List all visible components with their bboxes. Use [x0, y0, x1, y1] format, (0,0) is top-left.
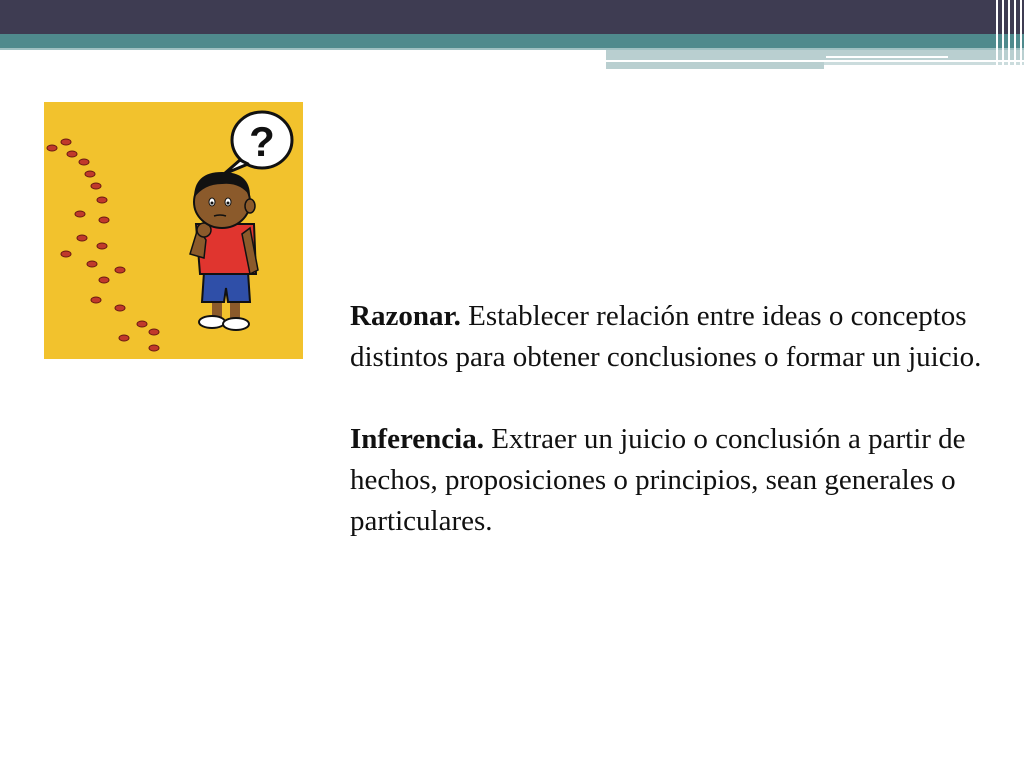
header-band-teal — [0, 34, 1024, 48]
definitions-text — [350, 296, 1000, 542]
header-band-step-lower — [606, 62, 824, 69]
term-inferencia: Inferencia. — [350, 423, 484, 455]
header-band-step — [606, 50, 1024, 60]
header-corner-stripes — [992, 0, 1024, 70]
header-band-thin-line — [826, 56, 948, 58]
definition-inferencia-text: Extraer un juicio o conclusión a partir de hechos, proposiciones o principios, sean generales o particulares. — [350, 423, 966, 537]
header-band-dark — [0, 0, 1024, 34]
definition-inferencia — [350, 419, 1000, 542]
definition-razonar-text: Establecer relación entre ideas o conceptos distintos para obtener conclusiones o formar un juicio. — [350, 300, 982, 373]
question-mark-text: ? — [249, 118, 275, 165]
term-razonar: Razonar. — [350, 300, 461, 332]
definition-razonar — [350, 296, 1000, 378]
boy-question-illustration — [44, 102, 303, 359]
